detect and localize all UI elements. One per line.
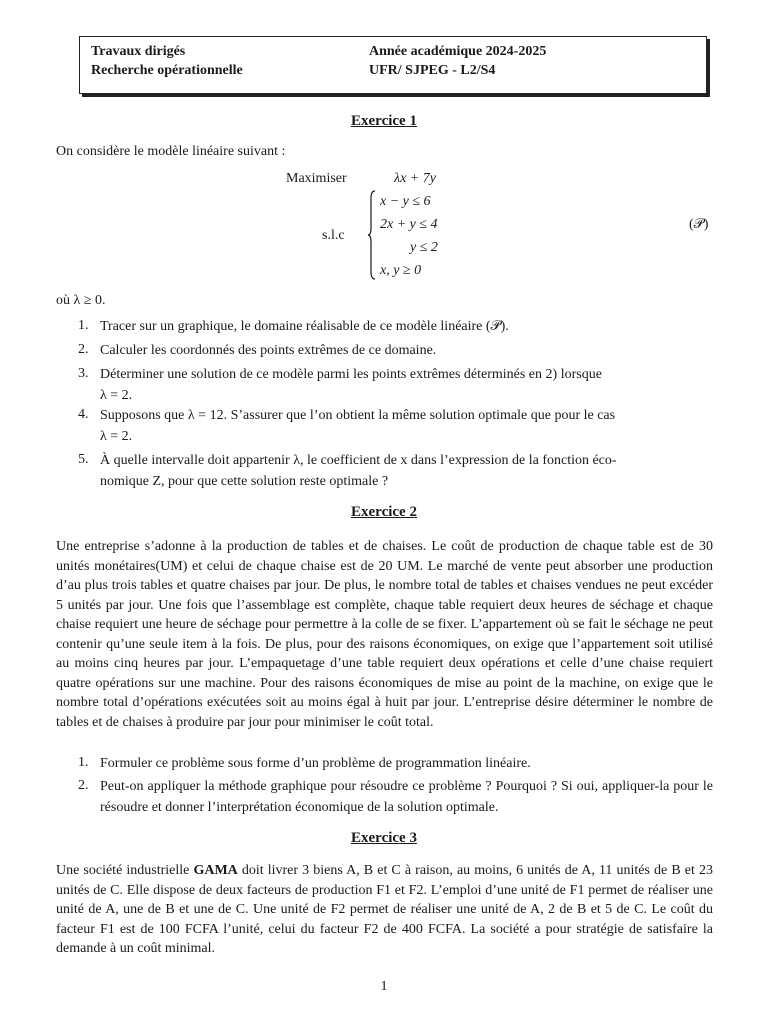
header-course-type: Travaux dirigés: [91, 44, 186, 59]
ex1-item-5-number: 5.: [78, 452, 89, 467]
header-academic-year: Année académique 2024-2025: [369, 44, 547, 59]
ex1-item-3: Déterminer une solution de ce modèle parmi les points extrêmes déterminés en 2) lorsque λ = 2.: [100, 367, 602, 403]
exercise-2-paragraph: Une entreprise s’adonne à la production de tables et de chaises. Le coût de production de chaque table est de 30 unités monétaires(UM) et celui de chaque chaise est de 20 UM. Le marché de vente peut absorber une production d’au plus trois tables et quatre chaises par jour. De plus, le nombre total de tables et chaises vendues ne peut excéder 5 unités par jour. Une fois que l’assemblage est complète, chaque table requiert deux heures de séchage et chaque chaise requiert une heure de séchage pour permettre à la colle de se fixer. L’appartement où se fait le séchage ne peut contenir qu’une seule item à la fois. De plus, pour des raisons économiques, on exige que l’appartement soit utilisé au moins cinq heures par jour. L’empaquetage d’une table requiert deux opérations et celle d’une chaise requiert quatre opérations sur une machine. Pour des raisons économiques de mise au point de la machine, on exige que le nombre total d’opérations exécutées soit au moins égal à huit par jour. L’entreprise désire déterminer le nombre de tables et de chaises à produire par jour pour minimiser le coût total.: [56, 539, 713, 730]
ex1-item-2-number: 2.: [78, 342, 89, 357]
constraint-2: 2x + y ≤ 4: [380, 217, 438, 232]
header-box: [79, 36, 707, 94]
ex2-item-2-number: 2.: [78, 778, 89, 793]
ex1-item-2: Calculer les coordonnés des points extrêmes de ce domaine.: [100, 343, 437, 358]
ex2-item-1: Formuler ce problème sous forme d’un problème de programmation linéaire.: [100, 756, 531, 771]
constraint-4: x, y ≥ 0: [380, 263, 422, 278]
company-name: GAMA: [193, 863, 238, 878]
ex2-item-1-number: 1.: [78, 755, 89, 770]
constraints-brace: [368, 190, 376, 280]
maximiser-label: Maximiser: [286, 171, 347, 186]
header-course-name: Recherche opérationnelle: [91, 63, 243, 78]
exercise-1-title: Exercice 1: [351, 113, 417, 129]
ex1-item-4-number: 4.: [78, 407, 89, 422]
ex2-item-2: Peut-on appliquer la méthode graphique pour résoudre ce problème ? Pourquoi ? Si oui, appliquer-la pour le résoudre et donner l’interprétation économique de la solution optimale.: [100, 779, 713, 815]
ex1-item-4: Supposons que λ = 12. S’assurer que l’on obtient la même solution optimale que pour le cas λ = 2.: [100, 408, 616, 444]
exercise-3-title: Exercice 3: [351, 830, 417, 846]
header-department: UFR/ SJPEG - L2/S4: [369, 63, 496, 78]
exercise-3-paragraph: Une société industrielle GAMA doit livrer 3 biens A, B et C à raison, au moins, 6 unités de A, 11 unités de B et 23 unités de C. Elle dispose de deux facteurs de production F1 et F2. L’emploi d’une unité de F1 permet de réaliser une unité de A, une de B et une de C. Une unité de F2 permet de réaliser une unité de A, 2 de B et 5 de C. Le coût du facteur F1 est de 100 FCFA l’unité, celui du facteur F2 de 400 FCFA. La société a pour stratégie de satisfaire la demande à un coût minimal.: [56, 863, 713, 956]
exercise-1-intro: On considère le modèle linéaire suivant :: [56, 144, 286, 159]
model-tag: (𝒫): [689, 217, 709, 232]
ex1-item-5: À quelle intervalle doit appartenir λ, le coefficient de x dans l’expression de la fonction éco- nomique Z, pour que cette solution reste optimale ?: [100, 453, 617, 489]
constraint-1: x − y ≤ 6: [380, 194, 431, 209]
ex1-item-1-number: 1.: [78, 318, 89, 333]
slc-label: s.l.c: [322, 228, 345, 243]
constraint-3: y ≤ 2: [410, 240, 438, 255]
ex1-item-1: Tracer sur un graphique, le domaine réalisable de ce modèle linéaire (𝒫).: [100, 319, 509, 334]
objective-function: λx + 7y: [394, 171, 436, 186]
exercise-2-title: Exercice 2: [351, 504, 417, 520]
lambda-condition: où λ ≥ 0.: [56, 293, 106, 308]
ex1-item-3-number: 3.: [78, 366, 89, 381]
page-number: 1: [380, 979, 388, 994]
